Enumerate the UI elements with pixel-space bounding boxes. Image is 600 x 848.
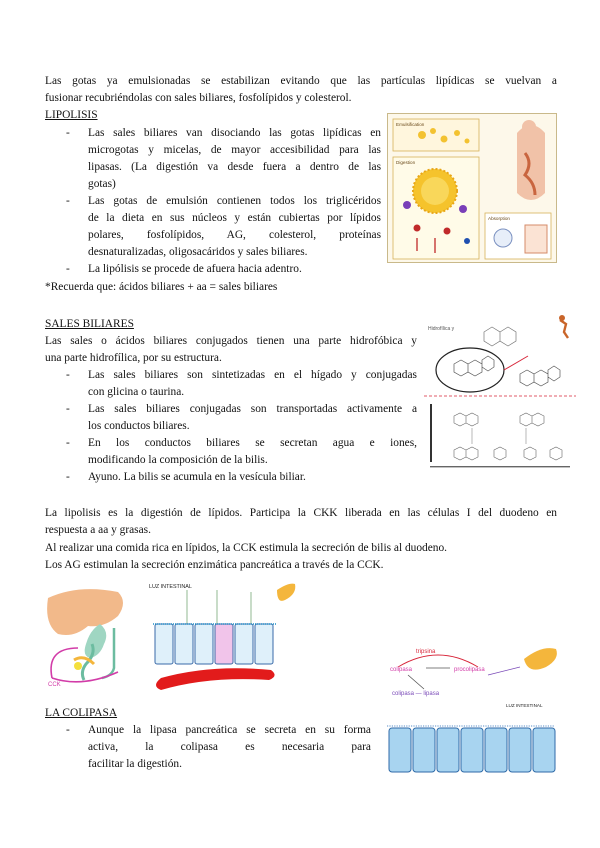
sales-bullet-2-line-2: los conductos biliares. bbox=[88, 420, 190, 432]
lipolisis-bullet-1-line-2: microgotas y micelas, de mayor accesibilidad para las bbox=[88, 144, 381, 156]
bullet-marker: - bbox=[66, 403, 70, 415]
sales-bullet-4: Ayuno. La bilis se acumula en la vesícula biliar. bbox=[88, 471, 306, 483]
sales-intro-line-2: una parte hidrofílica, por su estructura. bbox=[45, 352, 222, 364]
liver-cck-diagram bbox=[44, 584, 148, 690]
bullet-marker: - bbox=[66, 471, 70, 483]
lipolisis-bullet-1-line-4: gotas) bbox=[88, 178, 116, 190]
hidrofilica-label: Hidrofílica y bbox=[428, 326, 455, 332]
absorption-label: Absorption bbox=[488, 216, 510, 221]
sales-bullet-3-line-2: modificando la composición de la bilis. bbox=[88, 454, 268, 466]
intestinal-villi-diagram bbox=[385, 718, 557, 774]
colipasa-heading: LA COLIPASA bbox=[45, 707, 118, 719]
lipolisis-bullet-2-line-3: polares, fosfolípidos, AG, colesterol, proteínas bbox=[88, 229, 381, 241]
bullet-marker: - bbox=[66, 263, 70, 275]
colipasa-label: colipasa bbox=[390, 667, 413, 673]
digestion-label: Digestion bbox=[396, 160, 416, 165]
lipolisis-bullet-3: La lipólisis se procede de afuera hacia adentro. bbox=[88, 263, 302, 275]
sales-bullet-1-line-1: Las sales biliares son sintetizadas en el hígado y conjugadas bbox=[88, 369, 417, 381]
lumen-label: LUZ INTESTINAL bbox=[149, 584, 192, 590]
cck-line-2: respuesta a aa y grasas. bbox=[45, 524, 151, 536]
bile-salt-structure-diagram bbox=[424, 312, 576, 478]
cck-line-4: Los AG estimulan la secreción enzimática pancreática a través de la CCK. bbox=[45, 559, 384, 571]
procolipasa-label: procolipasa bbox=[454, 667, 485, 673]
sales-bullet-3-line-1: En los conductos biliares se secretan agua e iones, bbox=[88, 437, 417, 449]
bullet-marker: - bbox=[66, 369, 70, 381]
sales-biliares-heading: SALES BILIARES bbox=[45, 318, 134, 330]
lipolisis-note: *Recuerda que: ácidos biliares + aa = sales biliares bbox=[45, 281, 278, 293]
bullet-marker: - bbox=[66, 724, 70, 736]
lipolisis-bullet-2-line-2: de la dieta en sus núcleos y están cubiertas por lípidos bbox=[88, 212, 381, 224]
cck-line-1: La lipolisis es la digestión de lípidos. Participa la CKK liberada en las células I del duodeno en bbox=[45, 507, 557, 519]
colipasa-bullet-line-3: facilitar la digestión. bbox=[88, 758, 182, 770]
cck-line-3: Al realizar una comida rica en lípidos, la CCK estimula la secreción de bilis al duodeno. bbox=[45, 542, 448, 554]
sales-intro-line-1: Las sales o ácidos biliares conjugados tienen una parte hidrofóbica y bbox=[45, 335, 417, 347]
bullet-marker: - bbox=[66, 195, 70, 207]
colipasa-bullet-line-1: Aunque la lipasa pancreática se secreta en su forma bbox=[88, 724, 371, 736]
lipolisis-bullet-1-line-3: lipasas. (La digestión va desde fuera a dentro de las bbox=[88, 161, 381, 173]
lumen-label-2: LUZ INTESTINAL bbox=[506, 703, 543, 708]
intro-line-1: Las gotas ya emulsionadas se estabilizan evitando que las partículas lipídicas se vuelvan a bbox=[45, 75, 557, 87]
colipasa-bullet-line-2: activa, la colipasa es necesaria para bbox=[88, 741, 371, 753]
emulsification-label: Emulsification bbox=[396, 122, 425, 127]
lipolisis-heading: LIPOLISIS bbox=[45, 109, 98, 121]
sales-bullet-1-line-2: con glicina o taurina. bbox=[88, 386, 185, 398]
bullet-marker: - bbox=[66, 127, 70, 139]
bullet-marker: - bbox=[66, 437, 70, 449]
intestinal-lumen-cck-diagram bbox=[147, 578, 299, 698]
lipolisis-bullet-2-line-4: desnaturalizadas, oligosacáridos y sales biliares. bbox=[88, 246, 308, 258]
cck-label: CCK bbox=[48, 682, 61, 688]
colipasa-activation-diagram bbox=[388, 641, 560, 709]
lipolisis-bullet-2-line-1: Las gotas de emulsión contienen todos los triglicéridos bbox=[88, 195, 381, 207]
tripsina-label: tripsina bbox=[416, 649, 436, 655]
intro-line-2: fusionar recubriéndolas con sales biliares, fosfolípidos y colesterol. bbox=[45, 92, 352, 104]
lipolysis-diagram bbox=[387, 113, 557, 263]
lipolisis-bullet-1-line-1: Las sales biliares van disociando las gotas lipídicas en bbox=[88, 127, 381, 139]
sales-bullet-2-line-1: Las sales biliares conjugadas son transportadas activamente a bbox=[88, 403, 417, 415]
colipasa-lipasa-label: colipasa — lipasa bbox=[392, 691, 440, 697]
